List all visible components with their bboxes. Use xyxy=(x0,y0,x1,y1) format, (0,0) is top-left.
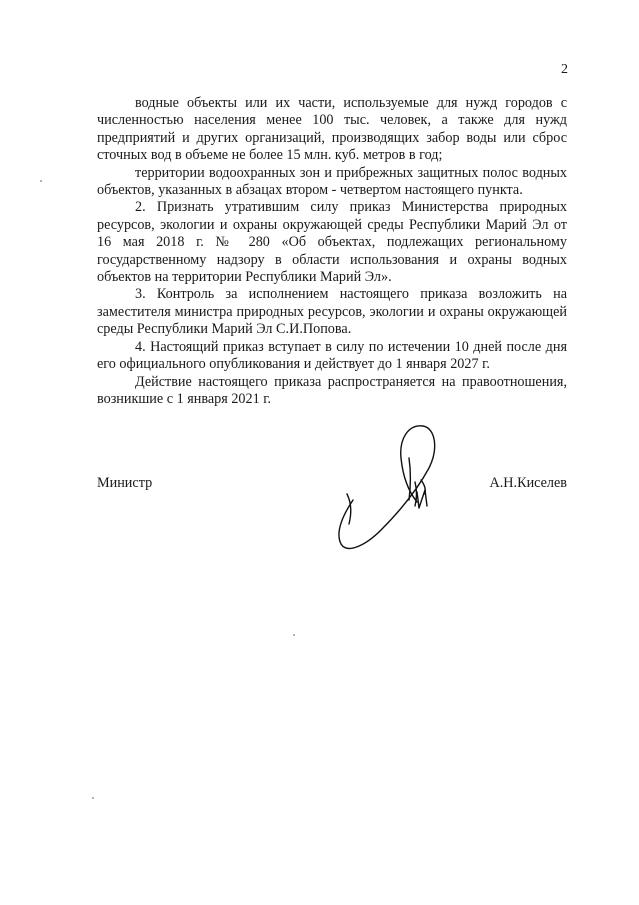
scan-speck xyxy=(92,797,94,799)
paragraph-control: 3. Контроль за исполнением настоящего приказа возложить на заместителя министра природных ресурсов, экологии и охраны окружающей среды Республики Марий Эл С.И.Попова. xyxy=(97,286,567,338)
paragraph-water-objects: водные объекты или их части, используемые для нужд городов с численностью населения менее 100 тыс. человек, а также для нужд предприятий и других организаций, производящих забор воды или сброс сточных вод в объеме не более 15 млн. куб. метров в год; xyxy=(97,95,567,164)
document-body xyxy=(97,95,567,408)
paragraph-retroactive-effect: Действие настоящего приказа распространяется на правоотношения, возникшие с 1 января 2021 г. xyxy=(97,373,567,407)
signatory-title: Министр xyxy=(97,475,153,491)
paragraph-repeal-order: 2. Признать утратившим силу приказ Министерства природных ресурсов, экологии и охраны окружающей среды Республики Марий Эл от 16 мая 2018 г. № 280 «Об объектах, подлежащих региональному государственному надзору в области использования и охраны водных объектов на территории Республики Марий Эл». xyxy=(97,199,567,286)
page-number: 2 xyxy=(561,62,568,77)
signatory-name: А.Н.Киселев xyxy=(489,475,567,491)
handwritten-signature-icon xyxy=(325,420,445,555)
paragraph-protection-zones: территории водоохранных зон и прибрежных защитных полос водных объектов, указанных в абзацах втором - четвертом настоящего пункта. xyxy=(97,164,567,199)
scan-speck xyxy=(293,634,295,636)
scan-speck xyxy=(40,180,42,182)
paragraph-entry-into-force: 4. Настоящий приказ вступает в силу по истечении 10 дней после дня его официального опубликования и действует до 1 января 2027 г. xyxy=(97,338,567,373)
